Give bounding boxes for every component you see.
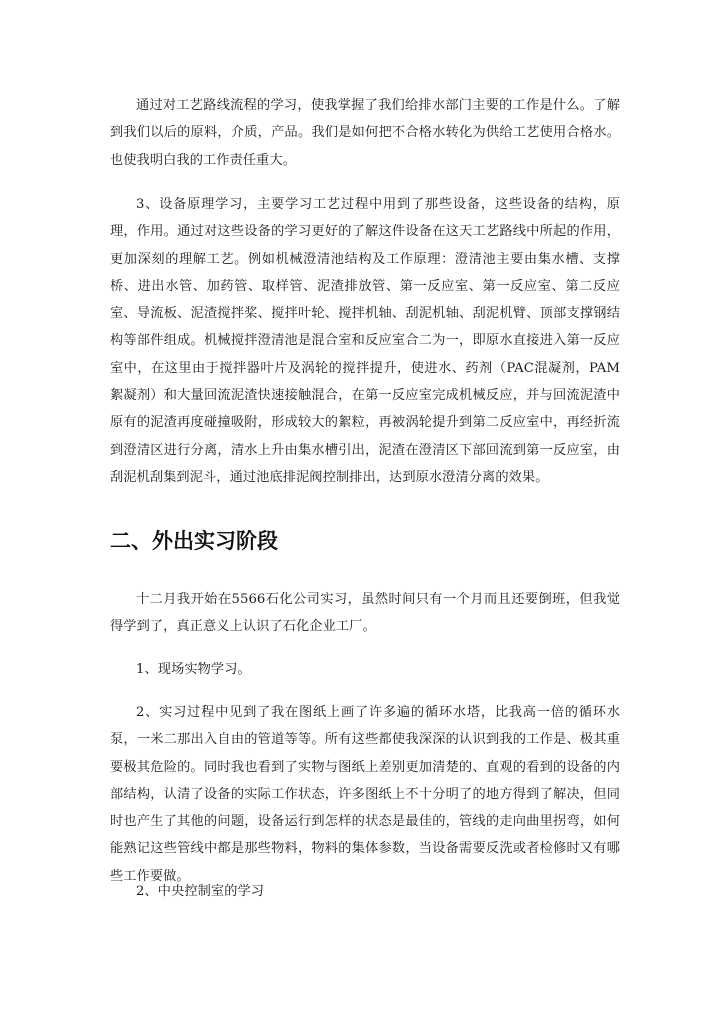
paragraph-onsite-details: 2、实习过程中见到了我在图纸上画了许多遍的循环水塔，比我高一倍的循环水泵，一米二那出入自由的管道等等。所有这些都使我深深的认识到我的工作是、极其重要极其危险的。同时我也看到了实物与图纸上差别更加清楚的、直观的看到的设备的内部结构，认清了设备的实际工作状态，许多图纸上不十分明了的地方得到了解决，但同时也产生了其他的问题，设备运行到怎样的状态是最佳的，管线的走向曲里拐弯，如何能熟记这些管线中都是那些物料，物料的集体参数，当设备需要反洗或者检修时又有哪些工作要做。 — [110, 705, 620, 884]
paragraph-control-room: 2、中央控制室的学习 — [136, 884, 265, 899]
paragraph-internship-intro: 十二月我开始在5566石化公司实习，虽然时间只有一个月而且还要倒班，但我觉得学到了，真正意义上认识了石化企业工厂。 — [110, 592, 620, 635]
paragraph-equipment-principles: 3、设备原理学习，主要学习工艺过程中用到了那些设备，这些设备的结构，原理，作用。通过对这些设备的学习更好的了解这件设备在这天工艺路线中所起的作用，更加深刻的理解工艺。例如机械澄清池结构及工作原理：澄清池主要由集水槽、支撑桥、进出水管、加药管、取样管、泥渣排放管、第一反应室、第一反应室、第二反应室、导流板、泥渣搅拌桨、搅拌叶轮、搅拌机轴、刮泥机轴、刮泥机臂、顶部支撑钢结构等部件组成。机械搅拌澄清池是混合室和反应室合二为一，即原水直接进入第一反应室中，在这里由于搅拌器叶片及涡轮的搅拌提升，使进水、药剂（PAC混凝剂，PAM絮凝剂）和大量回流泥渣快速接触混合，在第一反应室完成机械反应，并与回流泥渣中原有的泥渣再度碰撞吸附，形成较大的絮粒，再被涡轮提升到第二反应室中，再经折流到澄清区进行分离，清水上升由集水槽引出，泥渣在澄清区下部回流到第一反应室，由刮泥机刮集到泥斗，通过池底排泥阀控制排出，达到原水澄清分离的效果。 — [110, 197, 620, 485]
paragraph-process-learning: 通过对工艺路线流程的学习，使我掌握了我们给排水部门主要的工作是什么。了解到我们以后的原料，介质，产品。我们是如何把不合格水转化为供给工艺使用合格水。也使我明白我的工作责任重大。 — [110, 98, 620, 168]
paragraph-onsite-learning: 1、现场实物学习。 — [136, 662, 251, 677]
section-heading: 二、外出实习阶段 — [110, 529, 278, 553]
